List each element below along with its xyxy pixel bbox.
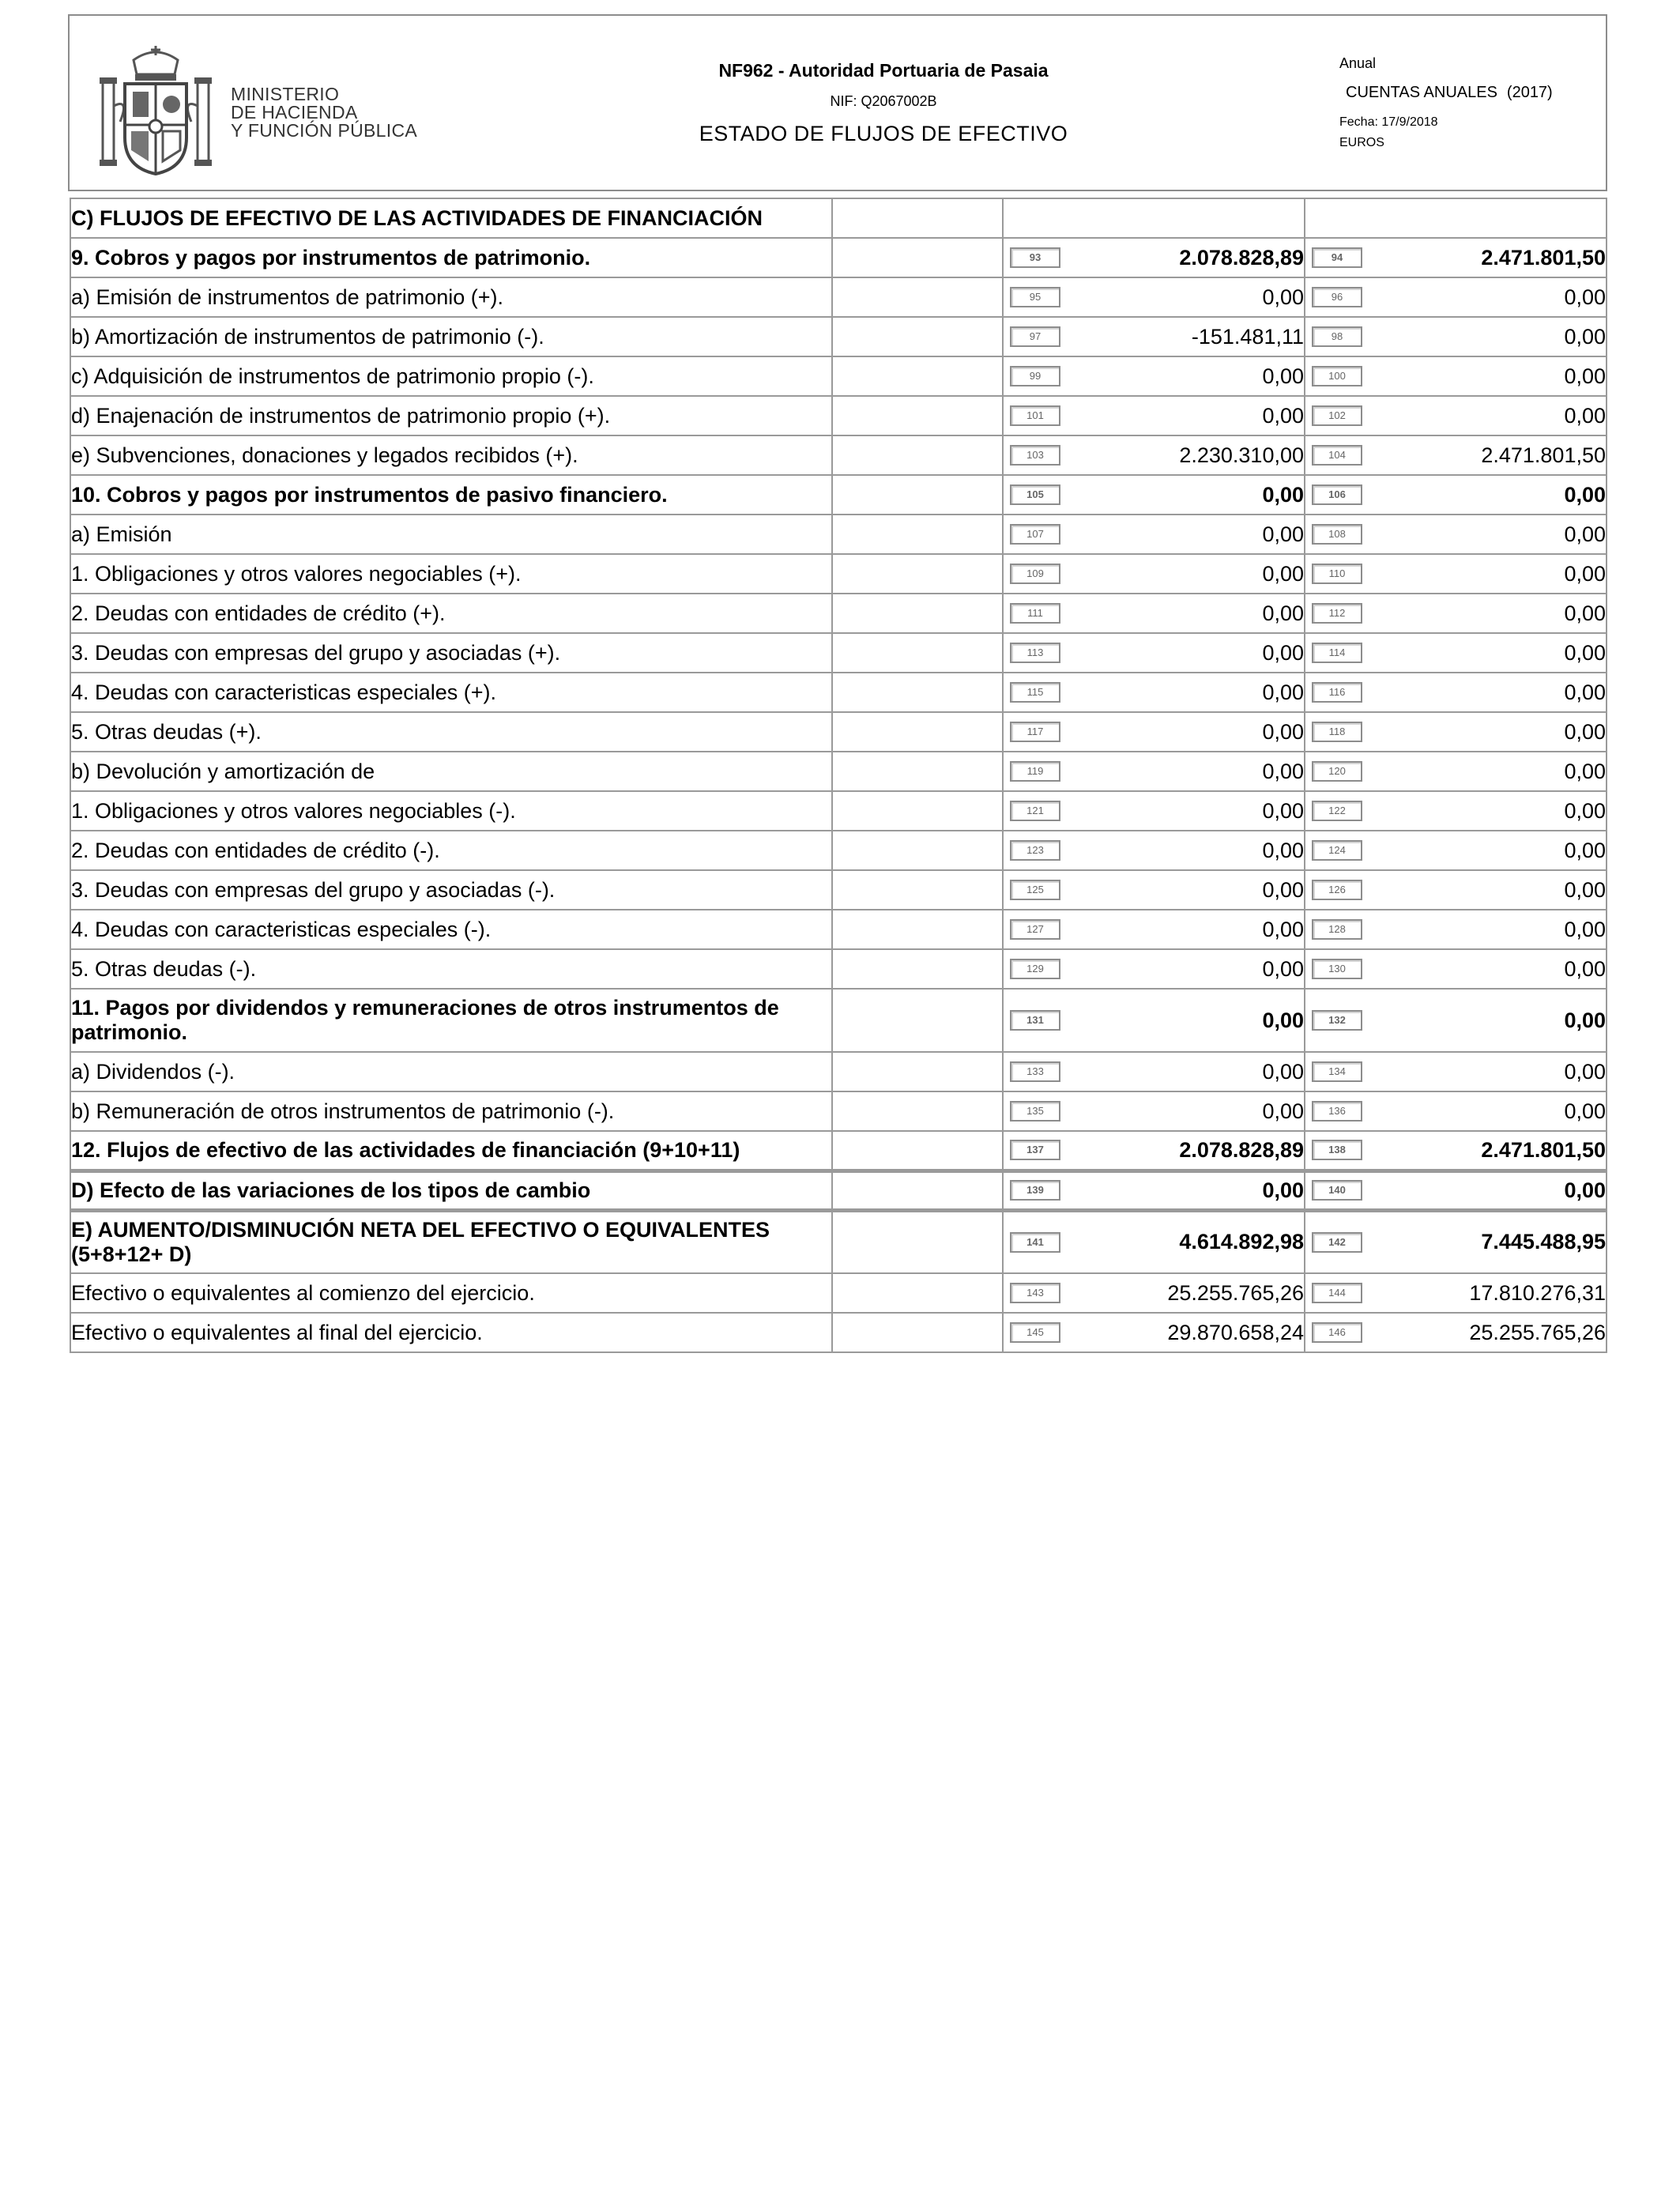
table-row	[70, 356, 1607, 396]
accounts-label	[1339, 82, 1592, 103]
value-cell-current	[1003, 910, 1305, 949]
value-cell-current	[1003, 752, 1305, 791]
value-cell-previous	[1305, 594, 1607, 633]
value-cell-current	[1003, 831, 1305, 870]
coat-of-arms-icon	[98, 43, 213, 179]
amount-previous: 0,00	[1564, 680, 1606, 704]
amount-previous: 0,00	[1564, 917, 1606, 941]
value-cell-current	[1003, 1131, 1305, 1171]
value-cell-previous	[1305, 870, 1607, 910]
table-row	[70, 475, 1607, 515]
ministry-name	[231, 85, 417, 140]
field-code-box: 141	[1010, 1232, 1060, 1253]
amount-previous: 0,00	[1564, 1059, 1606, 1084]
value-cell-current	[1003, 1171, 1305, 1210]
amount-previous: 0,00	[1564, 719, 1606, 744]
amount-current: 0,00	[1262, 640, 1304, 665]
table-row	[70, 1171, 1607, 1210]
table-row	[70, 791, 1607, 831]
amount-current: 0,00	[1262, 522, 1304, 546]
table-row	[70, 554, 1607, 594]
entity-name: NF962 - Autoridad Portuaria de Pasaia	[718, 60, 1049, 81]
field-code-box: 125	[1010, 880, 1060, 900]
value-cell-current	[1003, 515, 1305, 554]
value-cell-previous	[1305, 673, 1607, 712]
row-label: a) Dividendos (-).	[70, 1052, 832, 1091]
value-cell-current	[1003, 594, 1305, 633]
value-cell-previous	[1305, 1131, 1607, 1171]
value-cell-current	[1003, 1052, 1305, 1091]
amount-current: 2.230.310,00	[1179, 443, 1304, 467]
amount-current: 2.078.828,89	[1179, 245, 1304, 270]
row-label: D) Efecto de las variaciones de los tipos de cambio	[70, 1171, 832, 1210]
amount-current: 0,00	[1262, 403, 1304, 428]
field-code-box: 114	[1312, 643, 1362, 663]
value-cell-previous	[1305, 831, 1607, 870]
ministry-line-1: MINISTERIO	[231, 84, 340, 104]
spacer-cell	[832, 1210, 1003, 1273]
amount-current: 2.078.828,89	[1179, 1137, 1304, 1162]
value-cell-previous	[1305, 752, 1607, 791]
amount-previous: 0,00	[1564, 956, 1606, 981]
amount-current: 0,00	[1262, 798, 1304, 823]
document-date: Fecha: 17/9/2018	[1339, 115, 1438, 129]
field-code-box: 100	[1312, 366, 1362, 386]
field-code-box: 122	[1312, 801, 1362, 821]
statement-title: ESTADO DE FLUJOS DE EFECTIVO	[699, 122, 1068, 145]
row-label: 1. Obligaciones y otros valores negociables (+).	[70, 554, 832, 594]
field-code-box: 98	[1312, 326, 1362, 347]
row-label: a) Emisión de instrumentos de patrimonio (+).	[70, 277, 832, 317]
row-label: 3. Deudas con empresas del grupo y asociadas (+).	[70, 633, 832, 673]
row-label: b) Devolución y amortización de	[70, 752, 832, 791]
field-code-box: 135	[1010, 1101, 1060, 1122]
field-code-box: 119	[1010, 761, 1060, 782]
table-row	[70, 317, 1607, 356]
row-label: b) Amortización de instrumentos de patrimonio (-).	[70, 317, 832, 356]
value-cell-current	[1003, 396, 1305, 435]
value-cell-previous	[1305, 435, 1607, 475]
value-cell-current	[1003, 870, 1305, 910]
value-cell-previous	[1305, 1171, 1607, 1210]
table-row	[70, 396, 1607, 435]
spacer-cell	[832, 1171, 1003, 1210]
amount-current: 0,00	[1262, 601, 1304, 625]
table-row	[70, 1131, 1607, 1171]
row-label: b) Remuneración de otros instrumentos de patrimonio (-).	[70, 1091, 832, 1131]
value-cell-current	[1003, 673, 1305, 712]
row-label: 1. Obligaciones y otros valores negociables (-).	[70, 791, 832, 831]
value-cell-current	[1003, 317, 1305, 356]
field-code-box: 105	[1010, 484, 1060, 505]
row-label: Efectivo o equivalentes al comienzo del ejercicio.	[70, 1273, 832, 1313]
value-cell-current	[1003, 791, 1305, 831]
amount-previous: 0,00	[1564, 759, 1606, 783]
amount-previous: 0,00	[1564, 601, 1606, 625]
table-row	[70, 435, 1607, 475]
table-row	[70, 1210, 1607, 1273]
field-code-box: 115	[1010, 682, 1060, 703]
value-cell-current	[1003, 1210, 1305, 1273]
ministry-line-3: Y FUNCIÓN PÚBLICA	[231, 120, 417, 141]
value-cell-current	[1003, 198, 1305, 238]
amount-current: 0,00	[1262, 1008, 1304, 1032]
field-code-box: 137	[1010, 1140, 1060, 1160]
field-code-box: 131	[1010, 1010, 1060, 1031]
amount-current: 4.614.892,98	[1179, 1230, 1304, 1254]
header-center	[623, 58, 1144, 147]
amount-current: 0,00	[1262, 838, 1304, 862]
field-code-box: 95	[1010, 287, 1060, 307]
spacer-cell	[832, 515, 1003, 554]
spacer-cell	[832, 198, 1003, 238]
amount-current: 0,00	[1262, 1099, 1304, 1123]
table-row	[70, 633, 1607, 673]
row-label: 4. Deudas con caracteristicas especiales (-).	[70, 910, 832, 949]
spacer-cell	[832, 791, 1003, 831]
periodicity: Anual	[1339, 55, 1377, 71]
table-row	[70, 515, 1607, 554]
spacer-cell	[832, 910, 1003, 949]
field-code-box: 123	[1010, 840, 1060, 861]
value-cell-previous	[1305, 396, 1607, 435]
amount-previous: 0,00	[1564, 364, 1606, 388]
table-row	[70, 1091, 1607, 1131]
spacer-cell	[832, 317, 1003, 356]
value-cell-previous	[1305, 317, 1607, 356]
value-cell-previous	[1305, 1091, 1607, 1131]
value-cell-current	[1003, 989, 1305, 1052]
field-code-box: 127	[1010, 919, 1060, 940]
amount-current: 0,00	[1262, 680, 1304, 704]
row-label: 9. Cobros y pagos por instrumentos de patrimonio.	[70, 238, 832, 277]
cash-flow-table	[70, 198, 1607, 1353]
amount-previous: 0,00	[1564, 838, 1606, 862]
accounts-type: CUENTAS ANUALES	[1346, 84, 1497, 101]
amount-current: 0,00	[1262, 561, 1304, 586]
field-code-box: 110	[1312, 564, 1362, 584]
amount-previous: 0,00	[1564, 482, 1606, 507]
field-code-box: 136	[1312, 1101, 1362, 1122]
table-row	[70, 1313, 1607, 1352]
spacer-cell	[832, 238, 1003, 277]
table-row	[70, 870, 1607, 910]
value-cell-previous	[1305, 1052, 1607, 1091]
field-code-box: 140	[1312, 1180, 1362, 1201]
field-code-box: 139	[1010, 1180, 1060, 1201]
value-cell-previous	[1305, 712, 1607, 752]
table-row	[70, 989, 1607, 1052]
amount-current: 0,00	[1262, 482, 1304, 507]
table-row	[70, 594, 1607, 633]
field-code-box: 128	[1312, 919, 1362, 940]
row-label: 2. Deudas con entidades de crédito (+).	[70, 594, 832, 633]
section-header-row	[70, 198, 1607, 238]
field-code-box: 144	[1312, 1283, 1362, 1303]
field-code-box: 94	[1312, 247, 1362, 268]
row-label: c) Adquisición de instrumentos de patrimonio propio (-).	[70, 356, 832, 396]
spacer-cell	[832, 475, 1003, 515]
value-cell-previous	[1305, 791, 1607, 831]
field-code-box: 116	[1312, 682, 1362, 703]
spacer-cell	[832, 277, 1003, 317]
spacer-cell	[832, 949, 1003, 989]
value-cell-previous	[1305, 633, 1607, 673]
value-cell-previous	[1305, 1273, 1607, 1313]
field-code-box: 142	[1312, 1232, 1362, 1253]
row-label: 4. Deudas con caracteristicas especiales (+).	[70, 673, 832, 712]
amount-previous: 0,00	[1564, 324, 1606, 349]
value-cell-previous	[1305, 356, 1607, 396]
row-label: Efectivo o equivalentes al final del ejercicio.	[70, 1313, 832, 1352]
document-header	[68, 14, 1607, 191]
field-code-box: 97	[1010, 326, 1060, 347]
value-cell-current	[1003, 435, 1305, 475]
spacer-cell	[832, 989, 1003, 1052]
value-cell-previous	[1305, 554, 1607, 594]
spacer-cell	[832, 1313, 1003, 1352]
field-code-box: 93	[1010, 247, 1060, 268]
amount-previous: 0,00	[1564, 1008, 1606, 1032]
value-cell-current	[1003, 712, 1305, 752]
amount-previous: 0,00	[1564, 1099, 1606, 1123]
value-cell-current	[1003, 277, 1305, 317]
field-code-box: 107	[1010, 524, 1060, 545]
value-cell-previous	[1305, 277, 1607, 317]
amount-previous: 25.255.765,26	[1469, 1320, 1606, 1344]
row-label: 11. Pagos por dividendos y remuneraciones de otros instrumentos de patrimonio.	[70, 989, 832, 1052]
row-label: a) Emisión	[70, 515, 832, 554]
field-code-box: 111	[1010, 603, 1060, 624]
table-row	[70, 910, 1607, 949]
currency: EUROS	[1339, 136, 1384, 149]
field-code-box: 133	[1010, 1061, 1060, 1082]
table-row	[70, 712, 1607, 752]
table-row	[70, 673, 1607, 712]
table-row	[70, 752, 1607, 791]
amount-current: 0,00	[1262, 1059, 1304, 1084]
field-code-box: 103	[1010, 445, 1060, 466]
field-code-box: 145	[1010, 1322, 1060, 1343]
amount-current: 0,00	[1262, 956, 1304, 981]
field-code-box: 146	[1312, 1322, 1362, 1343]
amount-previous: 2.471.801,50	[1481, 245, 1606, 270]
field-code-box: 106	[1312, 484, 1362, 505]
table-row	[70, 238, 1607, 277]
amount-previous: 0,00	[1564, 403, 1606, 428]
field-code-box: 102	[1312, 405, 1362, 426]
amount-current: 0,00	[1262, 364, 1304, 388]
value-cell-current	[1003, 356, 1305, 396]
row-label: d) Enajenación de instrumentos de patrimonio propio (+).	[70, 396, 832, 435]
value-cell-previous	[1305, 198, 1607, 238]
amount-previous: 17.810.276,31	[1469, 1280, 1606, 1305]
value-cell-current	[1003, 475, 1305, 515]
amount-previous: 0,00	[1564, 522, 1606, 546]
spacer-cell	[832, 396, 1003, 435]
value-cell-previous	[1305, 949, 1607, 989]
field-code-box: 126	[1312, 880, 1362, 900]
field-code-box: 101	[1010, 405, 1060, 426]
row-label: e) Subvenciones, donaciones y legados recibidos (+).	[70, 435, 832, 475]
value-cell-current	[1003, 1273, 1305, 1313]
amount-previous: 0,00	[1564, 877, 1606, 902]
spacer-cell	[832, 831, 1003, 870]
table-row	[70, 1052, 1607, 1091]
table-row	[70, 831, 1607, 870]
spacer-cell	[832, 594, 1003, 633]
row-label: 3. Deudas con empresas del grupo y asociadas (-).	[70, 870, 832, 910]
field-code-box: 124	[1312, 840, 1362, 861]
spacer-cell	[832, 1273, 1003, 1313]
spacer-cell	[832, 554, 1003, 594]
field-code-box: 113	[1010, 643, 1060, 663]
row-label: 5. Otras deudas (-).	[70, 949, 832, 989]
value-cell-current	[1003, 554, 1305, 594]
field-code-box: 118	[1312, 722, 1362, 742]
amount-current: 0,00	[1262, 917, 1304, 941]
field-code-box: 143	[1010, 1283, 1060, 1303]
header-right	[1339, 54, 1592, 152]
field-code-box: 108	[1312, 524, 1362, 545]
row-label: 10. Cobros y pagos por instrumentos de pasivo financiero.	[70, 475, 832, 515]
row-label: 12. Flujos de efectivo de las actividades de financiación (9+10+11)	[70, 1131, 832, 1171]
table-row	[70, 1273, 1607, 1313]
field-code-box: 109	[1010, 564, 1060, 584]
spacer-cell	[832, 673, 1003, 712]
amount-current: 25.255.765,26	[1167, 1280, 1304, 1305]
field-code-box: 134	[1312, 1061, 1362, 1082]
ministry-line-2: DE HACIENDA	[231, 102, 358, 123]
value-cell-current	[1003, 633, 1305, 673]
amount-previous: 0,00	[1564, 640, 1606, 665]
field-code-box: 112	[1312, 603, 1362, 624]
field-code-box: 130	[1312, 959, 1362, 979]
field-code-box: 121	[1010, 801, 1060, 821]
value-cell-current	[1003, 949, 1305, 989]
amount-current: 0,00	[1262, 719, 1304, 744]
amount-current: 0,00	[1262, 877, 1304, 902]
row-label: 2. Deudas con entidades de crédito (-).	[70, 831, 832, 870]
spacer-cell	[832, 870, 1003, 910]
amount-previous: 0,00	[1564, 1178, 1606, 1202]
field-code-box: 104	[1312, 445, 1362, 466]
value-cell-previous	[1305, 1313, 1607, 1352]
spacer-cell	[832, 356, 1003, 396]
row-label: E) AUMENTO/DISMINUCIÓN NETA DEL EFECTIVO O EQUIVALENTES (5+8+12+ D)	[70, 1210, 832, 1273]
field-code-box: 129	[1010, 959, 1060, 979]
amount-current: 0,00	[1262, 759, 1304, 783]
amount-current: 0,00	[1262, 285, 1304, 309]
table-row	[70, 277, 1607, 317]
cash-flow-table-body	[70, 198, 1607, 1352]
entity-nif: NIF: Q2067002B	[830, 93, 937, 109]
amount-previous: 2.471.801,50	[1481, 1137, 1606, 1162]
spacer-cell	[832, 752, 1003, 791]
amount-previous: 7.445.488,95	[1481, 1230, 1606, 1254]
amount-previous: 0,00	[1564, 798, 1606, 823]
amount-previous: 0,00	[1564, 285, 1606, 309]
spacer-cell	[832, 435, 1003, 475]
row-label: 5. Otras deudas (+).	[70, 712, 832, 752]
spacer-cell	[832, 1131, 1003, 1171]
field-code-box: 138	[1312, 1140, 1362, 1160]
value-cell-previous	[1305, 1210, 1607, 1273]
value-cell-current	[1003, 1313, 1305, 1352]
amount-current: -151.481,11	[1191, 324, 1304, 349]
spacer-cell	[832, 1052, 1003, 1091]
amount-current: 0,00	[1262, 1178, 1304, 1202]
field-code-box: 132	[1312, 1010, 1362, 1031]
value-cell-current	[1003, 238, 1305, 277]
value-cell-previous	[1305, 910, 1607, 949]
value-cell-previous	[1305, 475, 1607, 515]
spacer-cell	[832, 1091, 1003, 1131]
value-cell-previous	[1305, 515, 1607, 554]
table-row	[70, 949, 1607, 989]
amount-current: 29.870.658,24	[1167, 1320, 1304, 1344]
spacer-cell	[832, 633, 1003, 673]
field-code-box: 117	[1010, 722, 1060, 742]
field-code-box: 120	[1312, 761, 1362, 782]
accounts-year: (2017)	[1506, 84, 1553, 101]
value-cell-current	[1003, 1091, 1305, 1131]
amount-previous: 0,00	[1564, 561, 1606, 586]
field-code-box: 99	[1010, 366, 1060, 386]
value-cell-previous	[1305, 989, 1607, 1052]
amount-previous: 2.471.801,50	[1481, 443, 1606, 467]
section-title: C) FLUJOS DE EFECTIVO DE LAS ACTIVIDADES DE FINANCIACIÓN	[70, 198, 832, 238]
value-cell-previous	[1305, 238, 1607, 277]
field-code-box: 96	[1312, 287, 1362, 307]
spacer-cell	[832, 712, 1003, 752]
